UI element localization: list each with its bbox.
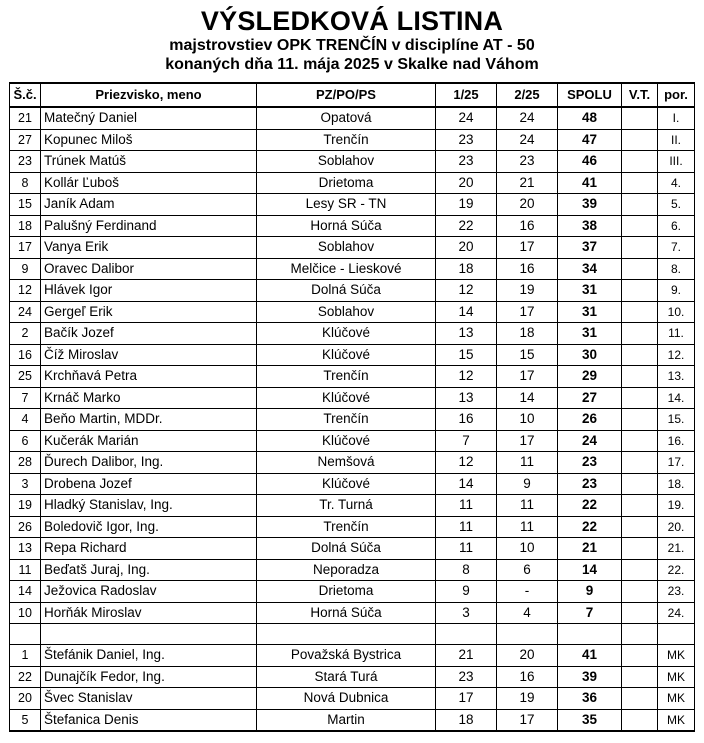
total-score-cell: 34	[558, 258, 622, 280]
rank-cell: 19.	[658, 495, 695, 517]
club-cell: Trenčín	[257, 129, 436, 151]
round-2-score-cell: 17	[497, 709, 558, 731]
tiebreak-cell	[622, 237, 658, 259]
name-cell: Krnáč Marko	[41, 387, 257, 409]
table-row	[10, 624, 695, 645]
round-1-score-cell: 17	[436, 688, 497, 710]
total-score-cell: 31	[558, 323, 622, 345]
rank-cell: MK	[658, 645, 695, 667]
round-1-score-cell: 15	[436, 344, 497, 366]
rank-cell: 24.	[658, 602, 695, 624]
club-cell: Klúčové	[257, 323, 436, 345]
name-cell: Hladký Stanislav, Ing.	[41, 495, 257, 517]
start-number-cell: 13	[10, 538, 41, 560]
tiebreak-cell	[622, 709, 658, 731]
round-2-score-cell: 24	[497, 107, 558, 129]
rank-cell: 6.	[658, 215, 695, 237]
round-1-score-cell: 23	[436, 151, 497, 173]
start-number-cell: 6	[10, 430, 41, 452]
total-score-cell: 27	[558, 387, 622, 409]
name-cell: Kučerák Marián	[41, 430, 257, 452]
round-1-score-cell: 21	[436, 645, 497, 667]
round-2-score-cell: 24	[497, 129, 558, 151]
tiebreak-cell	[622, 602, 658, 624]
col-header-start-number: Š.č.	[10, 83, 41, 107]
table-row	[10, 452, 695, 474]
start-number-cell: 20	[10, 688, 41, 710]
club-cell: Opatová	[257, 107, 436, 129]
round-2-score-cell: 16	[497, 215, 558, 237]
tiebreak-cell	[622, 516, 658, 538]
club-cell: Klúčové	[257, 430, 436, 452]
start-number-cell: 25	[10, 366, 41, 388]
tiebreak-cell	[622, 215, 658, 237]
total-score-cell: 48	[558, 107, 622, 129]
start-number-cell: 14	[10, 581, 41, 603]
round-2-score-cell: 18	[497, 323, 558, 345]
round-2-score-cell: 19	[497, 688, 558, 710]
club-cell: Melčice - Lieskové	[257, 258, 436, 280]
total-score-cell: 26	[558, 409, 622, 431]
tiebreak-cell	[622, 409, 658, 431]
round-2-score-cell: 16	[497, 666, 558, 688]
total-score-cell: 23	[558, 473, 622, 495]
col-header-tiebreak: V.T.	[622, 83, 658, 107]
round-2-score-cell: 21	[497, 172, 558, 194]
document-subtitle-discipline: majstrovstiev OPK TRENČÍN v disciplíne AT - 50	[169, 37, 535, 54]
round-1-score-cell: 19	[436, 194, 497, 216]
rank-cell: 12.	[658, 344, 695, 366]
round-1-score-cell: 8	[436, 559, 497, 581]
name-cell: Repa Richard	[41, 538, 257, 560]
round-2-score-cell: 15	[497, 344, 558, 366]
start-number-cell: 9	[10, 258, 41, 280]
table-row	[10, 666, 695, 688]
table-row	[10, 280, 695, 302]
round-1-score-cell: 12	[436, 452, 497, 474]
name-cell: Boledovič Igor, Ing.	[41, 516, 257, 538]
club-cell: Trenčín	[257, 516, 436, 538]
table-row	[10, 237, 695, 259]
round-1-score-cell: 12	[436, 366, 497, 388]
round-1-score-cell	[436, 624, 497, 645]
tiebreak-cell	[622, 280, 658, 302]
col-header-round-2: 2/25	[497, 83, 558, 107]
name-cell: Švec Stanislav	[41, 688, 257, 710]
tiebreak-cell	[622, 538, 658, 560]
name-cell: Horňák Miroslav	[41, 602, 257, 624]
name-cell: Palušný Ferdinand	[41, 215, 257, 237]
tiebreak-cell	[622, 495, 658, 517]
tiebreak-cell	[622, 129, 658, 151]
club-cell: Drietoma	[257, 172, 436, 194]
rank-cell: 18.	[658, 473, 695, 495]
results-table	[9, 82, 695, 732]
start-number-cell: 2	[10, 323, 41, 345]
rank-cell: 15.	[658, 409, 695, 431]
round-2-score-cell: 17	[497, 301, 558, 323]
rank-cell: 7.	[658, 237, 695, 259]
club-cell: Stará Turá	[257, 666, 436, 688]
start-number-cell: 26	[10, 516, 41, 538]
rank-cell: II.	[658, 129, 695, 151]
start-number-cell: 3	[10, 473, 41, 495]
tiebreak-cell	[622, 366, 658, 388]
start-number-cell: 24	[10, 301, 41, 323]
round-1-score-cell: 24	[436, 107, 497, 129]
table-row	[10, 709, 695, 731]
col-header-name: Priezvisko, meno	[41, 83, 257, 107]
rank-cell: 9.	[658, 280, 695, 302]
table-row	[10, 366, 695, 388]
round-1-score-cell: 14	[436, 473, 497, 495]
rank-cell: 22.	[658, 559, 695, 581]
round-1-score-cell: 13	[436, 387, 497, 409]
tiebreak-cell	[622, 301, 658, 323]
round-1-score-cell: 9	[436, 581, 497, 603]
total-score-cell: 22	[558, 495, 622, 517]
col-header-club: PZ/PO/PS	[257, 83, 436, 107]
round-1-score-cell: 16	[436, 409, 497, 431]
club-cell: Horná Súča	[257, 215, 436, 237]
table-row	[10, 323, 695, 345]
tiebreak-cell	[622, 559, 658, 581]
table-row	[10, 258, 695, 280]
start-number-cell: 4	[10, 409, 41, 431]
start-number-cell: 27	[10, 129, 41, 151]
tiebreak-cell	[622, 194, 658, 216]
tiebreak-cell	[622, 688, 658, 710]
total-score-cell: 23	[558, 452, 622, 474]
round-2-score-cell: 19	[497, 280, 558, 302]
start-number-cell: 1	[10, 645, 41, 667]
round-2-score-cell: 20	[497, 645, 558, 667]
start-number-cell: 12	[10, 280, 41, 302]
total-score-cell: 24	[558, 430, 622, 452]
name-cell: Krchňavá Petra	[41, 366, 257, 388]
table-row	[10, 215, 695, 237]
total-score-cell: 31	[558, 301, 622, 323]
name-cell: Číž Miroslav	[41, 344, 257, 366]
round-2-score-cell: 23	[497, 151, 558, 173]
tiebreak-cell	[622, 473, 658, 495]
rank-cell: 21.	[658, 538, 695, 560]
tiebreak-cell	[622, 666, 658, 688]
round-2-score-cell	[497, 624, 558, 645]
club-cell: Trenčín	[257, 409, 436, 431]
name-cell: Beďatš Juraj, Ing.	[41, 559, 257, 581]
name-cell: Kollár Ľuboš	[41, 172, 257, 194]
start-number-cell: 19	[10, 495, 41, 517]
start-number-cell: 22	[10, 666, 41, 688]
club-cell: Soblahov	[257, 301, 436, 323]
name-cell: Ďurech Dalibor, Ing.	[41, 452, 257, 474]
table-row	[10, 301, 695, 323]
round-2-score-cell: 6	[497, 559, 558, 581]
table-row	[10, 172, 695, 194]
total-score-cell: 37	[558, 237, 622, 259]
table-row	[10, 559, 695, 581]
tiebreak-cell	[622, 387, 658, 409]
rank-cell: 17.	[658, 452, 695, 474]
round-2-score-cell: -	[497, 581, 558, 603]
table-row	[10, 107, 695, 129]
round-2-score-cell: 17	[497, 366, 558, 388]
club-cell: Martin	[257, 709, 436, 731]
table-row	[10, 581, 695, 603]
rank-cell: I.	[658, 107, 695, 129]
start-number-cell: 21	[10, 107, 41, 129]
rank-cell: 16.	[658, 430, 695, 452]
start-number-cell: 18	[10, 215, 41, 237]
round-2-score-cell: 16	[497, 258, 558, 280]
round-1-score-cell: 14	[436, 301, 497, 323]
round-2-score-cell: 9	[497, 473, 558, 495]
total-score-cell: 46	[558, 151, 622, 173]
round-1-score-cell: 7	[436, 430, 497, 452]
tiebreak-cell	[622, 258, 658, 280]
name-cell: Ježovica Radoslav	[41, 581, 257, 603]
rank-cell: 23.	[658, 581, 695, 603]
col-header-rank: por.	[658, 83, 695, 107]
tiebreak-cell	[622, 107, 658, 129]
round-2-score-cell: 10	[497, 538, 558, 560]
round-1-score-cell: 18	[436, 258, 497, 280]
club-cell: Neporadza	[257, 559, 436, 581]
tiebreak-cell	[622, 323, 658, 345]
rank-cell: 20.	[658, 516, 695, 538]
table-row	[10, 688, 695, 710]
round-1-score-cell: 11	[436, 538, 497, 560]
round-1-score-cell: 3	[436, 602, 497, 624]
name-cell: Trúnek Matúš	[41, 151, 257, 173]
total-score-cell: 41	[558, 645, 622, 667]
table-row	[10, 387, 695, 409]
total-score-cell: 47	[558, 129, 622, 151]
start-number-cell: 7	[10, 387, 41, 409]
total-score-cell: 9	[558, 581, 622, 603]
club-cell: Soblahov	[257, 151, 436, 173]
round-1-score-cell: 13	[436, 323, 497, 345]
round-2-score-cell: 20	[497, 194, 558, 216]
club-cell: Klúčové	[257, 473, 436, 495]
tiebreak-cell	[622, 624, 658, 645]
name-cell: Štefanica Denis	[41, 709, 257, 731]
round-1-score-cell: 23	[436, 129, 497, 151]
name-cell: Drobena Jozef	[41, 473, 257, 495]
start-number-cell: 11	[10, 559, 41, 581]
round-1-score-cell: 23	[436, 666, 497, 688]
table-row	[10, 645, 695, 667]
table-row	[10, 409, 695, 431]
start-number-cell: 15	[10, 194, 41, 216]
tiebreak-cell	[622, 452, 658, 474]
round-1-score-cell: 18	[436, 709, 497, 731]
rank-cell: 8.	[658, 258, 695, 280]
table-row	[10, 516, 695, 538]
round-1-score-cell: 11	[436, 495, 497, 517]
name-cell: Gergeľ Erik	[41, 301, 257, 323]
rank-cell: 13.	[658, 366, 695, 388]
tiebreak-cell	[622, 430, 658, 452]
total-score-cell: 31	[558, 280, 622, 302]
start-number-cell: 8	[10, 172, 41, 194]
name-cell: Beňo Martin, MDDr.	[41, 409, 257, 431]
total-score-cell: 7	[558, 602, 622, 624]
total-score-cell: 22	[558, 516, 622, 538]
total-score-cell: 39	[558, 666, 622, 688]
club-cell: Soblahov	[257, 237, 436, 259]
total-score-cell: 21	[558, 538, 622, 560]
club-cell: Trenčín	[257, 366, 436, 388]
table-row	[10, 194, 695, 216]
round-1-score-cell: 22	[436, 215, 497, 237]
name-cell	[41, 624, 257, 645]
col-header-round-1: 1/25	[436, 83, 497, 107]
club-cell: Považská Bystrica	[257, 645, 436, 667]
name-cell: Hlávek Igor	[41, 280, 257, 302]
round-2-score-cell: 11	[497, 495, 558, 517]
round-1-score-cell: 20	[436, 237, 497, 259]
total-score-cell	[558, 624, 622, 645]
rank-cell: 5.	[658, 194, 695, 216]
start-number-cell: 17	[10, 237, 41, 259]
table-row	[10, 430, 695, 452]
tiebreak-cell	[622, 581, 658, 603]
total-score-cell: 38	[558, 215, 622, 237]
round-2-score-cell: 11	[497, 516, 558, 538]
round-1-score-cell: 20	[436, 172, 497, 194]
round-2-score-cell: 11	[497, 452, 558, 474]
name-cell: Kopunec Miloš	[41, 129, 257, 151]
club-cell	[257, 624, 436, 645]
tiebreak-cell	[622, 172, 658, 194]
total-score-cell: 30	[558, 344, 622, 366]
club-cell: Klúčové	[257, 344, 436, 366]
round-2-score-cell: 14	[497, 387, 558, 409]
round-2-score-cell: 4	[497, 602, 558, 624]
start-number-cell: 16	[10, 344, 41, 366]
table-row	[10, 473, 695, 495]
rank-cell: MK	[658, 688, 695, 710]
total-score-cell: 39	[558, 194, 622, 216]
start-number-cell: 28	[10, 452, 41, 474]
rank-cell: MK	[658, 709, 695, 731]
tiebreak-cell	[622, 645, 658, 667]
table-row	[10, 538, 695, 560]
club-cell: Tr. Turná	[257, 495, 436, 517]
total-score-cell: 35	[558, 709, 622, 731]
rank-cell: MK	[658, 666, 695, 688]
header-row	[10, 83, 695, 107]
tiebreak-cell	[622, 344, 658, 366]
start-number-cell	[10, 624, 41, 645]
rank-cell: 14.	[658, 387, 695, 409]
rank-cell: III.	[658, 151, 695, 173]
round-2-score-cell: 10	[497, 409, 558, 431]
total-score-cell: 29	[558, 366, 622, 388]
name-cell: Dunajčík Fedor, Ing.	[41, 666, 257, 688]
table-row	[10, 344, 695, 366]
tiebreak-cell	[622, 151, 658, 173]
start-number-cell: 5	[10, 709, 41, 731]
club-cell: Lesy SR - TN	[257, 194, 436, 216]
start-number-cell: 10	[10, 602, 41, 624]
name-cell: Bačík Jozef	[41, 323, 257, 345]
document-title: VÝSLEDKOVÁ LISTINA	[200, 6, 504, 36]
club-cell: Dolná Súča	[257, 280, 436, 302]
table-row	[10, 495, 695, 517]
round-1-score-cell: 12	[436, 280, 497, 302]
table-row	[10, 129, 695, 151]
total-score-cell: 14	[558, 559, 622, 581]
table-row	[10, 602, 695, 624]
total-score-cell: 36	[558, 688, 622, 710]
club-cell: Nová Dubnica	[257, 688, 436, 710]
start-number-cell: 23	[10, 151, 41, 173]
rank-cell: 10.	[658, 301, 695, 323]
club-cell: Drietoma	[257, 581, 436, 603]
name-cell: Vanya Erik	[41, 237, 257, 259]
col-header-total: SPOLU	[558, 83, 622, 107]
rank-cell: 11.	[658, 323, 695, 345]
name-cell: Oravec Dalibor	[41, 258, 257, 280]
round-2-score-cell: 17	[497, 430, 558, 452]
club-cell: Nemšová	[257, 452, 436, 474]
round-1-score-cell: 11	[436, 516, 497, 538]
document-header	[0, 6, 704, 74]
document-subtitle-date-place: konaných dňa 11. mája 2025 v Skalke nad Váhom	[165, 56, 539, 73]
table-row	[10, 151, 695, 173]
rank-cell: 4.	[658, 172, 695, 194]
club-cell: Dolná Súča	[257, 538, 436, 560]
club-cell: Horná Súča	[257, 602, 436, 624]
round-2-score-cell: 17	[497, 237, 558, 259]
name-cell: Matečný Daniel	[41, 107, 257, 129]
rank-cell	[658, 624, 695, 645]
club-cell: Klúčové	[257, 387, 436, 409]
total-score-cell: 41	[558, 172, 622, 194]
name-cell: Štefánik Daniel, Ing.	[41, 645, 257, 667]
name-cell: Janík Adam	[41, 194, 257, 216]
